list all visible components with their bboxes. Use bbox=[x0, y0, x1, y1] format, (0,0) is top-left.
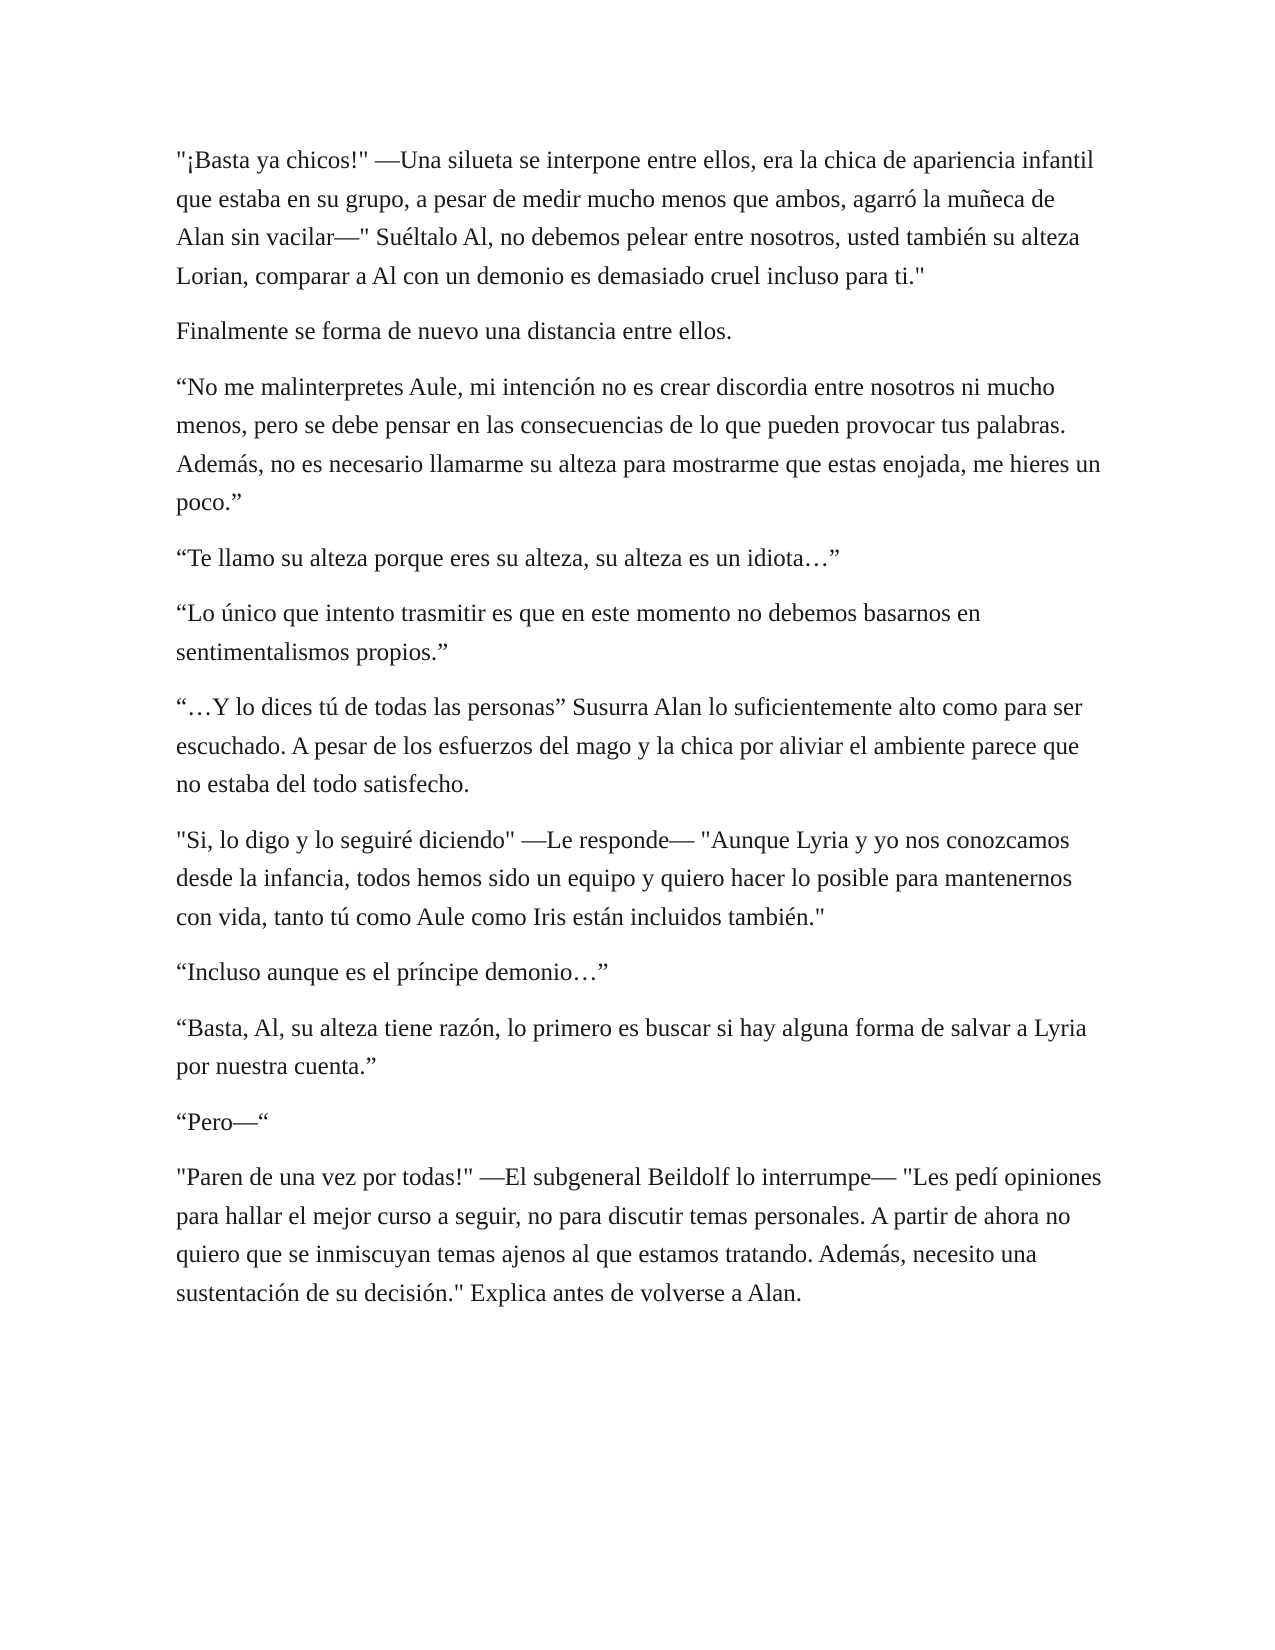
document-body bbox=[176, 142, 1106, 1330]
paragraph-1: "¡Basta ya chicos!" —Una silueta se interpone entre ellos, era la chica de apariencia infantil que estaba en su grupo, a pesar de medir mucho menos que ambos, agarró la muñeca de Alan sin vacilar—" Suéltalo Al, no debemos pelear entre nosotros, usted también su alteza Lorian, comparar a Al con un demonio es demasiado cruel incluso para ti." bbox=[176, 147, 1094, 290]
paragraph-5: “Lo único que intento trasmitir es que en este momento no debemos basarnos en sentimentalismos propios.” bbox=[176, 600, 981, 666]
paragraph-9: “Basta, Al, su alteza tiene razón, lo primero es buscar si hay alguna forma de salvar a Lyria por nuestra cuenta.” bbox=[176, 1014, 1087, 1080]
paragraph-6: “…Y lo dices tú de todas las personas” Susurra Alan lo suficientemente alto como para ser escuchado. A pesar de los esfuerzos del mago y la chica por aliviar el ambiente parece que no estaba del todo satisfecho. bbox=[176, 694, 1083, 798]
paragraph-7: "Si, lo digo y lo seguiré diciendo" —Le responde— "Aunque Lyria y yo nos conozcamos desde la infancia, todos hemos sido un equipo y quiero hacer lo posible para mantenernos con vida, tanto tú como Aule como Iris están incluidos también." bbox=[176, 826, 1073, 931]
paragraph-10: “Pero—“ bbox=[176, 1108, 270, 1136]
paragraph-4: “Te llamo su alteza porque eres su alteza, su alteza es un idiota…” bbox=[176, 544, 840, 572]
paragraph-2: Finalmente se forma de nuevo una distancia entre ellos. bbox=[176, 318, 733, 345]
paragraph-3: “No me malinterpretes Aule, mi intención no es crear discordia entre nosotros ni mucho menos, pero se debe pensar en las consecuencias de lo que pueden provocar tus palabras. Además, no es necesario llamarme su alteza para mostrarme que estas enojada, me hieres un poco.” bbox=[176, 373, 1101, 516]
paragraph-11: "Paren de una vez por todas!" —El subgeneral Beildolf lo interrumpe— "Les pedí opiniones para hallar el mejor curso a seguir, no para discutir temas personales. A partir de ahora no quiero que se inmiscuyan temas ajenos al que estamos tratando. Además, necesito una sustentación de su decisión." Explica antes de volverse a Alan. bbox=[176, 1164, 1102, 1307]
paragraph-8: “Incluso aunque es el príncipe demonio…” bbox=[176, 959, 609, 986]
